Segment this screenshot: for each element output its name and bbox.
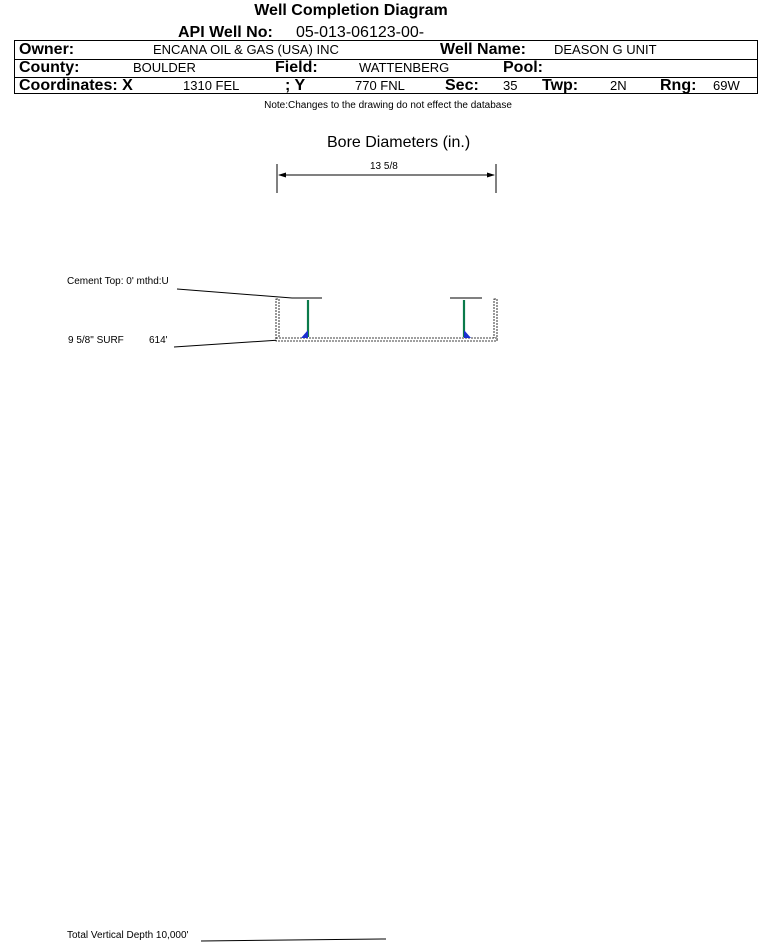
bore-diameters-title: Bore Diameters (in.) bbox=[327, 134, 471, 151]
owner-value: ENCANA OIL & GAS (USA) INC bbox=[153, 42, 339, 57]
coord-y-value: 770 FNL bbox=[355, 78, 405, 93]
field-label: Field: bbox=[275, 59, 318, 76]
pool-label: Pool: bbox=[503, 59, 543, 76]
field-value: WATTENBERG bbox=[359, 60, 450, 75]
bore-diameter-value: 13 5/8 bbox=[370, 161, 398, 172]
well-name-label: Well Name: bbox=[440, 41, 526, 58]
arrow-left-icon bbox=[278, 173, 286, 178]
twp-label: Twp: bbox=[542, 77, 579, 94]
total-depth-label: Total Vertical Depth 10,000' bbox=[67, 930, 189, 941]
county-value: BOULDER bbox=[133, 60, 196, 75]
diagram-title: Well Completion Diagram bbox=[254, 2, 448, 19]
twp-value: 2N bbox=[610, 78, 627, 93]
total-depth-leader bbox=[201, 939, 386, 941]
casing-name-label: 9 5/8" SURF bbox=[68, 335, 124, 346]
casing-shoe-right-icon bbox=[464, 330, 471, 338]
casing-shoe-left-icon bbox=[301, 330, 308, 338]
casing-leader bbox=[174, 340, 280, 347]
bore-dimension-line bbox=[277, 164, 496, 193]
cement-top-leader bbox=[177, 289, 292, 298]
rng-label: Rng: bbox=[660, 77, 697, 94]
arrow-right-icon bbox=[487, 173, 495, 178]
coord-x-label: Coordinates: X bbox=[19, 77, 133, 94]
cement-top-label: Cement Top: 0' mthd:U bbox=[67, 276, 169, 287]
sec-value: 35 bbox=[503, 78, 518, 93]
county-label: County: bbox=[19, 59, 80, 76]
database-note: Note:Changes to the drawing do not effect the database bbox=[264, 100, 512, 111]
owner-label: Owner: bbox=[19, 41, 75, 58]
well-name-value: DEASON G UNIT bbox=[554, 42, 657, 57]
coord-y-label: ; Y bbox=[285, 77, 306, 94]
api-label: API Well No: bbox=[178, 24, 273, 41]
casing-depth-label: 614' bbox=[149, 335, 168, 346]
rng-value: 69W bbox=[713, 78, 740, 93]
sec-label: Sec: bbox=[445, 77, 479, 94]
api-value: 05-013-06123-00- bbox=[296, 24, 425, 41]
coord-x-value: 1310 FEL bbox=[183, 78, 240, 93]
